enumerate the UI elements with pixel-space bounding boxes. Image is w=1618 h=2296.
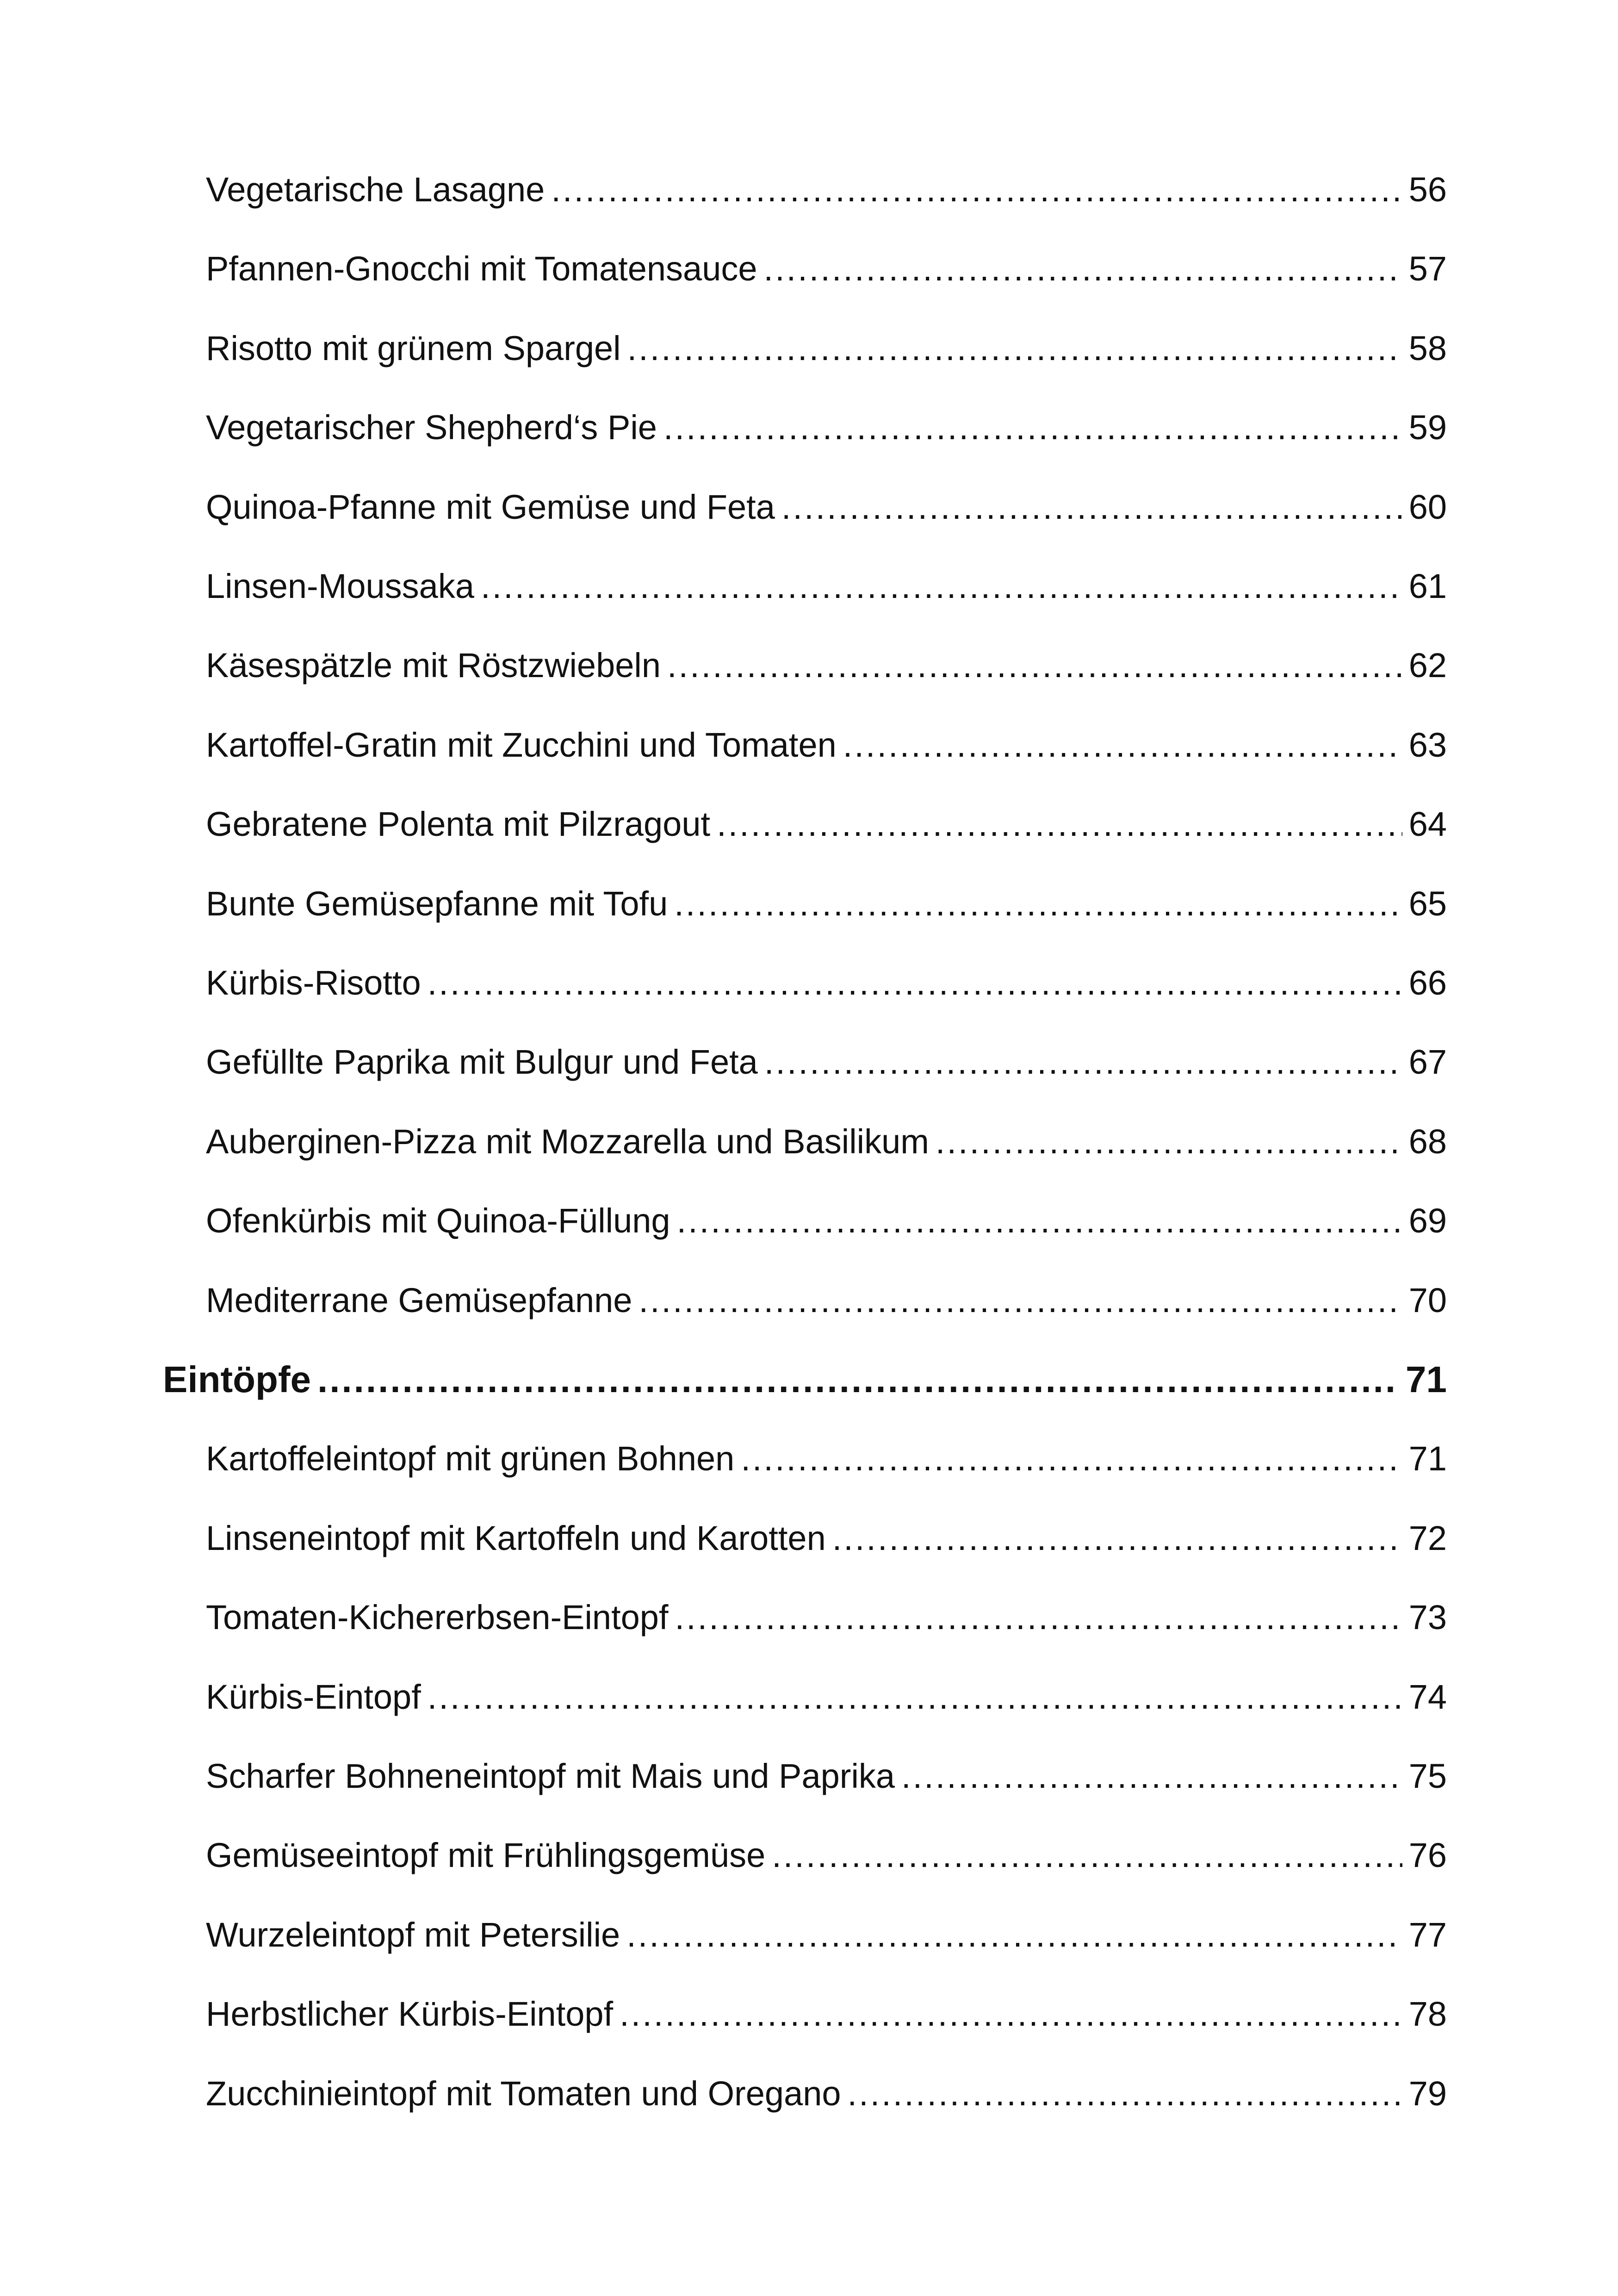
- dot-leader: [626, 1910, 1402, 1960]
- toc-entry-title: Bunte Gemüsepfanne mit Tofu: [206, 884, 668, 923]
- toc-page-number: 61: [1408, 567, 1447, 605]
- toc-entry-title: Herbstlicher Kürbis-Eintopf: [206, 1995, 614, 2033]
- toc-page-number: 70: [1408, 1281, 1447, 1319]
- toc-page-number: 65: [1408, 884, 1447, 923]
- toc-entry: [206, 799, 1447, 850]
- toc-entry: [206, 164, 1447, 215]
- dot-leader: [620, 1989, 1402, 2040]
- dot-leader: [848, 2068, 1402, 2119]
- toc-entry: [206, 561, 1447, 612]
- toc-entry: [206, 720, 1447, 771]
- toc-entry: [206, 1910, 1447, 1960]
- toc-page-number: 67: [1408, 1043, 1447, 1081]
- toc-entry-title: Wurzeleintopf mit Petersilie: [206, 1916, 620, 1954]
- toc-page-number: 66: [1408, 964, 1447, 1002]
- toc-entry: [206, 482, 1447, 533]
- dot-leader: [772, 1830, 1402, 1881]
- toc-entry: [206, 1989, 1447, 2040]
- dot-leader: [481, 561, 1402, 612]
- dot-leader: [428, 958, 1402, 1008]
- toc-entry-title: Vegetarische Lasagne: [206, 170, 545, 209]
- dot-leader: [764, 1037, 1402, 1088]
- toc-entry: [206, 1592, 1447, 1643]
- toc-chapter-heading: [163, 1352, 1447, 1407]
- toc-entry: [206, 1672, 1447, 1723]
- toc-entry-title: Vegetarischer Shepherd‘s Pie: [206, 408, 657, 447]
- toc-entry: [206, 243, 1447, 294]
- toc-page-number: 69: [1408, 1201, 1447, 1240]
- toc-page-number: 79: [1408, 2074, 1447, 2113]
- toc-entry: [206, 958, 1447, 1008]
- dot-leader: [667, 640, 1402, 691]
- toc-page-number: 58: [1408, 329, 1447, 367]
- toc-entry-title: Kartoffel-Gratin mit Zucchini und Tomaten: [206, 726, 837, 764]
- toc-entry-title: Auberginen-Pizza mit Mozzarella und Basilikum: [206, 1122, 929, 1161]
- toc-entry-title: Gemüseeintopf mit Frühlingsgemüse: [206, 1836, 766, 1874]
- dot-leader: [741, 1433, 1402, 1484]
- toc-page-number: 68: [1408, 1122, 1447, 1161]
- dot-leader: [832, 1513, 1402, 1564]
- toc-page-number: 60: [1408, 488, 1447, 526]
- toc-page-number: 56: [1408, 170, 1447, 209]
- toc-entry-title: Gebratene Polenta mit Pilzragout: [206, 805, 711, 843]
- toc-page-number: 78: [1408, 1995, 1447, 2033]
- toc-page-number: 57: [1408, 249, 1447, 288]
- toc-entry-title: Kürbis-Risotto: [206, 964, 421, 1002]
- toc-entry-title: Kürbis-Eintopf: [206, 1678, 421, 1716]
- toc-entry-title: Risotto mit grünem Spargel: [206, 329, 621, 367]
- toc-page-number: 64: [1408, 805, 1447, 843]
- dot-leader: [677, 1195, 1402, 1246]
- dot-leader: [639, 1275, 1402, 1326]
- toc-page-number: 74: [1408, 1678, 1447, 1716]
- toc-entry-title: Kartoffeleintopf mit grünen Bohnen: [206, 1439, 735, 1478]
- dot-leader: [551, 164, 1402, 215]
- toc-page-number: 59: [1408, 408, 1447, 447]
- toc-page-number: 73: [1408, 1598, 1447, 1636]
- dot-leader: [901, 1751, 1402, 1802]
- toc-entry: [206, 402, 1447, 453]
- toc-entry-title: Quinoa-Pfanne mit Gemüse und Feta: [206, 488, 775, 526]
- toc-entry: [206, 2068, 1447, 2119]
- toc-entry-title: Gefüllte Paprika mit Bulgur und Feta: [206, 1043, 758, 1081]
- toc-entry: [206, 323, 1447, 374]
- toc-entry-title: Tomaten-Kichererbsen-Eintopf: [206, 1598, 669, 1636]
- toc-entry: [206, 1751, 1447, 1802]
- toc-entry-title: Ofenkürbis mit Quinoa-Füllung: [206, 1201, 670, 1240]
- toc-page-number: 71: [1408, 1439, 1447, 1478]
- dot-leader: [428, 1672, 1402, 1723]
- toc-entry: [206, 878, 1447, 929]
- toc-entry-title: Linsen-Moussaka: [206, 567, 474, 605]
- dot-leader: [843, 720, 1402, 771]
- dot-leader: [627, 323, 1402, 374]
- toc-page-number: 77: [1408, 1916, 1447, 1954]
- toc-entry: [206, 640, 1447, 691]
- toc-entry-title: Pfannen-Gnocchi mit Tomatensauce: [206, 249, 757, 288]
- toc-page-number: 71: [1406, 1359, 1447, 1400]
- toc-entry-title: Käsespätzle mit Röstzwiebeln: [206, 646, 661, 684]
- toc-entry-title: Zucchinieintopf mit Tomaten und Oregano: [206, 2074, 841, 2113]
- toc-entry-title: Mediterrane Gemüsepfanne: [206, 1281, 632, 1319]
- toc-entry: [206, 1513, 1447, 1564]
- dot-leader: [781, 482, 1402, 533]
- toc-page-number: 75: [1408, 1757, 1447, 1795]
- dot-leader: [764, 243, 1402, 294]
- toc-entry-title: Eintöpfe: [163, 1359, 311, 1400]
- toc-page-number: 76: [1408, 1836, 1447, 1874]
- dot-leader: [663, 402, 1402, 453]
- dot-leader: [717, 799, 1402, 850]
- toc-page-number: 63: [1408, 726, 1447, 764]
- dot-leader: [936, 1116, 1402, 1167]
- dot-leader: [675, 1592, 1402, 1643]
- toc-entry: [206, 1195, 1447, 1246]
- toc-entry: [206, 1116, 1447, 1167]
- toc-entry: [206, 1037, 1447, 1088]
- toc-page-number: 62: [1408, 646, 1447, 684]
- dot-leader: [317, 1352, 1399, 1407]
- toc-entry: [206, 1830, 1447, 1881]
- toc-entry: [206, 1433, 1447, 1484]
- toc-page-number: 72: [1408, 1519, 1447, 1557]
- toc-entry-title: Linseneintopf mit Kartoffeln und Karotten: [206, 1519, 826, 1557]
- dot-leader: [674, 878, 1402, 929]
- toc-entry: [206, 1275, 1447, 1326]
- toc-entry-title: Scharfer Bohneneintopf mit Mais und Paprika: [206, 1757, 895, 1795]
